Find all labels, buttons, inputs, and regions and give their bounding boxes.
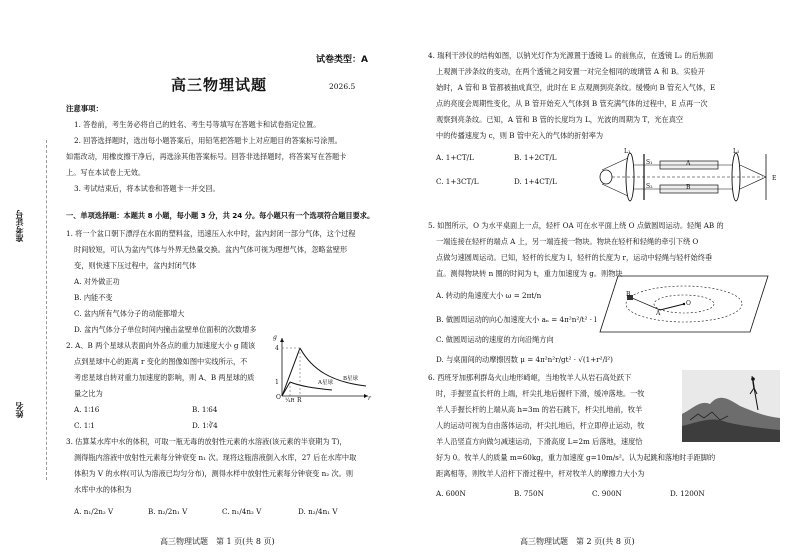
notes-line: 如需改动，用橡皮擦干净后，再选涂其他答案标号。回答非选择题时，将答案写在答题卡: [66, 152, 347, 161]
graph-tick-x: R: [297, 397, 302, 404]
fig4-a: A: [686, 160, 691, 167]
graph-x-label: r: [368, 395, 371, 402]
question-4-option-d: D. 1+4CT/L: [514, 177, 557, 186]
question-5-text: 点做匀速圆周运动。已知，轻杆的长度为 l，轻杆的长度为 r，运动中轻绳与轻杆始终垂: [436, 253, 713, 262]
graph-tick-x-frac: ¼R: [285, 398, 295, 404]
notes-line: 2. 回答选择题时，选出每小题答案后，用铅笔把答题卡上对应题目的答案标号涂黑。: [74, 136, 342, 145]
rotating-rod-figure: [598, 272, 770, 336]
notes-heading: 注意事项：: [66, 104, 103, 113]
question-4-option-c: C. 1+3CT/L: [436, 177, 479, 186]
section-title: 一、单项选择题：本题共 8 小题，每小题 3 分，共 24 分。每小题只有一个选项符合题目要求。: [66, 211, 375, 220]
notes-line: 3. 考试结束后，将本试卷和答题卡一并交回。: [74, 184, 220, 193]
shepherd-photo: [682, 370, 780, 442]
question-3-option-c: C. n₁/4n₂ V: [222, 507, 262, 516]
question-2-option-d: D. 1∶∛4: [192, 421, 218, 430]
fig5-o: O: [686, 300, 691, 307]
question-1-text: 时间较短，可认为盆内气体与外界无热量交换。盆内气体可视为理想气体，忽略盆壁形: [74, 245, 348, 254]
question-6-option-b: B. 750N: [514, 489, 544, 498]
question-5-option-d: D. 与桌面间的动摩擦因数 μ = 4π²n²r/gt² · √(1+r²/l²): [436, 355, 613, 364]
interferometer-figure: [588, 148, 778, 206]
question-1-option-a: A. 对外做正功: [74, 277, 120, 286]
question-6-text: 好为 0。牧羊人的质量 m=60kg，重力加速度 g=10m/s²。认为起跳和落地时手距脚的: [436, 453, 716, 462]
question-4-option-b: B. 1+2CT/L: [514, 153, 557, 162]
question-5-text: 一端连接在轻杆的端点 A 上，另一端连接一物块。物块在轻杆和轻绳的牵引下绕 O: [436, 237, 699, 246]
fig5-a: A: [656, 310, 661, 317]
question-3-option-a: A. n₁/2n₂ V: [74, 507, 114, 516]
question-6-text: 时，手握竖直长杆的上端，杆尖扎地后握杆下滑，缓冲落地。一牧: [436, 389, 645, 398]
question-3-text: 体积为 V 的水样(可认为溶液已均匀分布)，测得水样中放射性元素每分钟衰变 n₂ 次。则: [74, 469, 354, 478]
question-3-option-d: D. n₂/4n₁ V: [298, 507, 338, 516]
page-title: 高三物理试题: [171, 76, 268, 94]
question-6-text: 6. 西班牙加那利群岛火山地形崎岖，当地牧羊人从岩石高处跃下: [428, 373, 632, 382]
question-2-text: 考虑星球自转对重力加速度的影响，则 A、B 两星球的质: [74, 373, 255, 382]
question-2-option-c: C. 1∶1: [74, 421, 95, 430]
graph-origin: O: [276, 394, 281, 401]
notes-line: 1. 答卷前，考生务必将自己的姓名、考生号等填写在答题卡和试卷指定位置。: [74, 120, 321, 129]
paper-type: 试卷类型：A: [316, 55, 368, 65]
graph-curve-a-label: A星球: [318, 380, 333, 386]
question-3-text: 3. 估算某水库中水的体积，可取一瓶无毒的放射性元素的水溶液(该元素的半衰期为 T)，: [66, 437, 347, 446]
question-2-option-b: B. 1∶64: [192, 405, 218, 414]
exam-date: 2026.5: [329, 82, 356, 91]
question-5-text: 5. 如图所示，O 为水平桌面上一点，轻杆 OA 可在水平面上绕 O 点做圆周运动。轻绳 AB 的: [428, 221, 724, 230]
question-6-option-a: A. 600N: [436, 489, 466, 498]
graph-curve-b-label: B星球: [343, 376, 359, 382]
fig4-b: B: [686, 184, 691, 191]
fig4-s1: S₁: [646, 159, 653, 166]
question-3-option-b: B. n₂/2n₁ V: [148, 507, 188, 516]
question-5-option-a: A. 转动的角速度大小 ω = 2πt/n: [436, 291, 542, 300]
question-4-text: 观察到亮条纹。已知，A 管和 B 管的长度均为 L，光波的周期为 T，光在真空: [436, 115, 684, 124]
question-6-text: 人的运动可视为自由落体运动，杆尖扎地后，杆立即停止运动，牧: [436, 421, 645, 430]
question-4-text: 4. 瑞利干涉仪的结构如图，以钠光灯作为光源置于透镜 L₁ 的前焦点，在透镜 L₂ 的后焦面: [428, 51, 714, 60]
sidebar-rule: [46, 140, 47, 480]
question-2-text: 点到星球中心的距离 r 变化的图像如图中实线所示，不: [74, 357, 248, 366]
question-6-option-c: C. 900N: [592, 489, 622, 498]
question-2-option-a: A. 1∶16: [74, 405, 100, 414]
question-1-option-d: D. 盆内气体分子单位时间内撞击盆壁单位面积的次数增多: [74, 325, 257, 334]
fig4-l2: L₂: [733, 148, 740, 155]
question-6-text: 羊人沿竖直方向做匀减速运动，下滑高度 L=2m 后落地，速度恰: [436, 437, 643, 446]
graph-tick-y2: 1: [275, 379, 279, 386]
question-4-text: 始时，A 管和 B 管都被抽成真空，此时在 E 点观测到亮条纹。缓慢向 B 管充入气体，E: [436, 83, 716, 92]
footer-left: 高三物理试题 第 1 页(共 8 页): [160, 537, 275, 546]
notes-line: 上。写在本试卷上无效。: [66, 168, 146, 177]
question-4-text: 上观测干涉条纹的变动，在两个透镜之间安置一对完全相同的玻璃管 A 和 B。实验开: [436, 67, 705, 76]
question-2-text: 2. A、B 两个星球从表面向外各点的重力加速度大小 g 随该: [66, 341, 256, 350]
footer-right: 高三物理试题 第 2 页(共 8 页): [520, 537, 635, 546]
question-3-text: 测得瓶内溶液中放射性元素每分钟衰变 n₁ 次。现将这瓶溶液倒入水库，27 后在水库中取: [74, 453, 357, 462]
graph-y-label: g: [273, 334, 277, 341]
sidebar-name-label: 姓名: [15, 402, 24, 418]
question-5-option-c: C. 做圆周运动的速度的方向沿绳方向: [436, 335, 554, 344]
graph-tick-y: 4: [275, 345, 279, 352]
question-1-option-c: C. 盆内所有气体分子的动能都增大: [74, 309, 185, 318]
question-6-text: 距离相等，则牧羊人沿杆下滑过程中，杆对牧羊人的摩擦力大小为: [436, 469, 645, 478]
fig4-l1: L₁: [624, 148, 631, 155]
question-2-text: 量之比为: [74, 389, 103, 398]
question-1-text: 变，则快速下压过程中，盆内封闭气体: [74, 261, 197, 270]
question-3-text: 水库中水的体积为: [74, 485, 132, 494]
fig4-s2: S₂: [646, 183, 653, 190]
question-6-option-d: D. 1200N: [670, 489, 705, 498]
question-4-text: 点的亮度会周期性变化，从 B 管开始充入气体到 B 管充满气体的过程中，E 点再一次: [436, 99, 708, 108]
question-5-text: 直。测得物块转 n 圈的时间为 t，重力加速度为 g。则物块: [436, 269, 623, 278]
question-5-option-b: B. 做圆周运动的向心加速度大小 aₙ = 4π²n²/t² · l: [436, 315, 597, 324]
question-4-text: 中的传播速度为 c，则 B 管中充入的气体的折射率为: [436, 131, 604, 140]
question-1-text: 1. 将一个盆口朝下漂浮在水面的塑料盆，迅速压入水中时，盆内封闭一部分气体，这个过程: [66, 229, 356, 238]
question-1-option-b: B. 内能不变: [74, 293, 113, 302]
question-4-option-a: A. 1+CT/L: [436, 153, 474, 162]
fig5-b: B: [626, 291, 631, 298]
sidebar-exam-id-label: 准考证号: [15, 210, 24, 242]
question-6-text: 羊人手握长杆的上端从高 h=3m 的岩石跳下，杆尖扎地前，牧羊: [436, 405, 643, 414]
fig4-e: E: [772, 175, 777, 182]
question-2-graph: [272, 334, 372, 404]
